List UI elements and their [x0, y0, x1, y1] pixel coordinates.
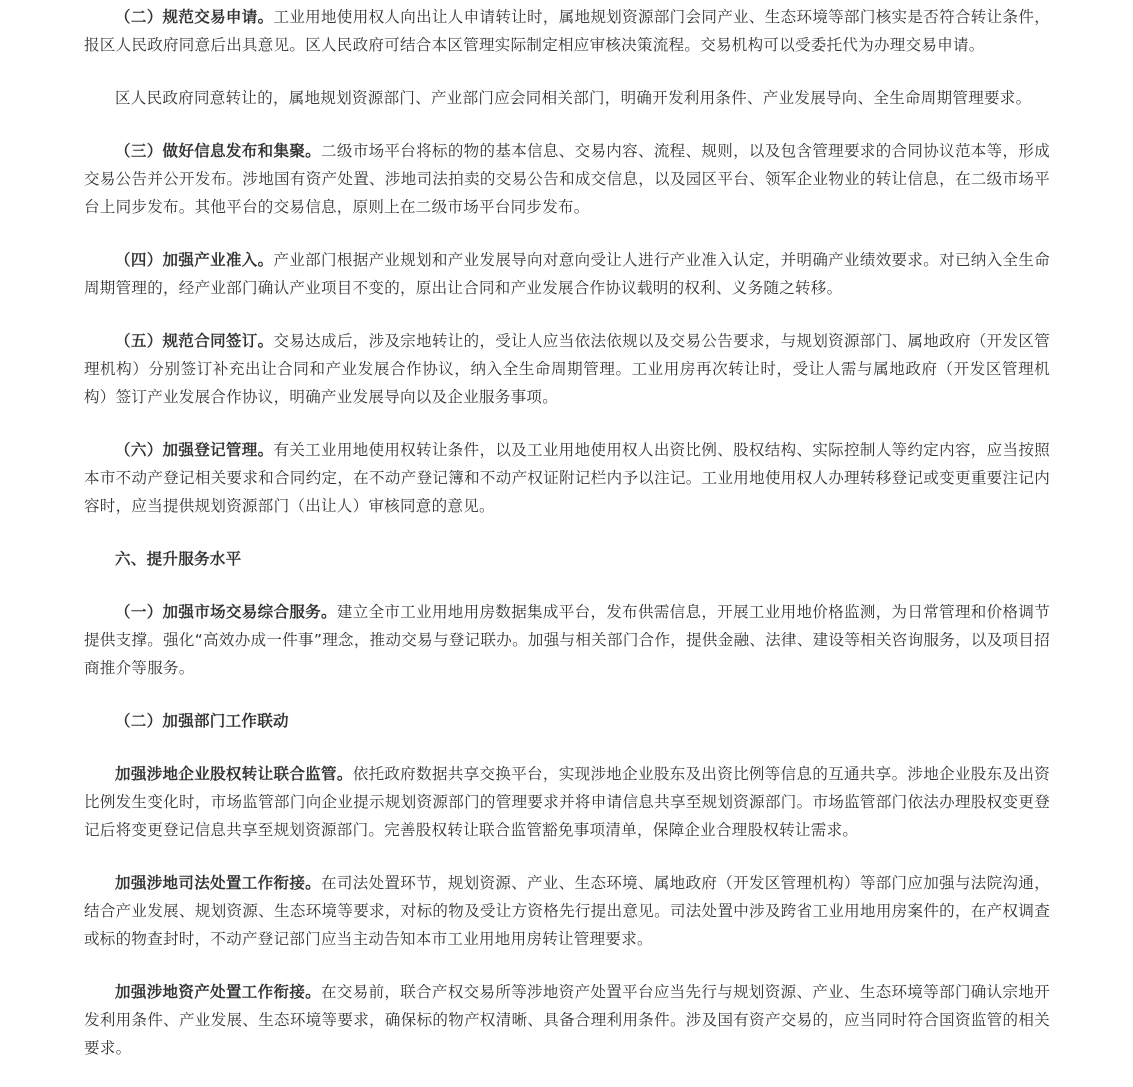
paragraph-equity-supervision — [84, 760, 1050, 844]
paragraph-lead: 加强涉地企业股权转让联合监管。 — [115, 765, 353, 783]
paragraph-2-2 — [84, 3, 1050, 59]
paragraph-text: 依托政府数据共享交换平台，实现涉地企业股东及出资比例等信息的互通共享。涉地企业股东及出资比例发生变化时，市场监管部门向企业提示规划资源部门的管理要求并将申请信息共享至规划资源部门。市场监管部门依法办理股权变更登记后将变更登记信息共享至规划资源部门。完善股权转让联合监管豁免事项清单，保障企业合理股权转让需求。 — [84, 765, 1050, 839]
paragraph-text: 有关工业用地使用权转让条件，以及工业用地使用权人出资比例、股权结构、实际控制人等约定内容，应当按照本市不动产登记相关要求和合同约定，在不动产登记簿和不动产权证附记栏内予以注记。工业用地使用权人办理转移登记或变更重要注记内容时，应当提供规划资源部门（出让人）审核同意的意见。 — [84, 441, 1050, 515]
paragraph-text: 在司法处置环节，规划资源、产业、生态环境、属地政府（开发区管理机构）等部门应加强与法院沟通，结合产业发展、规划资源、生态环境等要求，对标的物及受让方资格先行提出意见。司法处置中涉及跨省工业用地用房案件的，在产权调查或标的物查封时，不动产登记部门应当主动告知本市工业用地用房转让管理要求。 — [84, 874, 1050, 948]
paragraph-lead: （一）加强市场交易综合服务。 — [115, 603, 337, 621]
paragraph-lead: （二）规范交易申请。 — [115, 8, 274, 26]
paragraph-2-6 — [84, 436, 1050, 520]
paragraph-text: 工业用地使用权人向出让人申请转让时，属地规划资源部门会同产业、生态环境等部门核实是否符合转让条件，报区人民政府同意后出具意见。区人民政府可结合本区管理实际制定相应审核决策流程。交易机构可以受委托代为办理交易申请。 — [84, 8, 1050, 54]
paragraph-district-approval — [84, 84, 1050, 112]
paragraph-2-4 — [84, 246, 1050, 302]
paragraph-lead: （六）加强登记管理。 — [115, 441, 274, 459]
paragraph-lead: （三）做好信息发布和集聚。 — [115, 142, 322, 160]
paragraph-lead: 加强涉地资产处置工作衔接。 — [115, 983, 322, 1001]
paragraph-lead: （四）加强产业准入。 — [115, 251, 274, 269]
paragraph-text: 区人民政府同意转让的，属地规划资源部门、产业部门应会同相关部门，明确开发利用条件、产业发展导向、全生命周期管理要求。 — [115, 89, 1032, 107]
paragraph-text: 交易达成后，涉及宗地转让的，受让人应当依法依规以及交易公告要求，与规划资源部门、属地政府（开发区管理机构）分别签订补充出让合同和产业发展合作协议，纳入全生命周期管理。工业用房再次转让时，受让人需与属地政府（开发区管理机构）签订产业发展合作协议，明确产业发展导向以及企业服务事项。 — [84, 332, 1050, 406]
paragraph-text: 二级市场平台将标的物的基本信息、交易内容、流程、规则，以及包含管理要求的合同协议范本等，形成交易公告并公开发布。涉地国有资产处置、涉地司法拍卖的交易公告和成交信息，以及园区平台、领军企业物业的转让信息，在二级市场平台上同步发布。其他平台的交易信息，原则上在二级市场平台同步发布。 — [84, 142, 1050, 216]
article-body — [84, 3, 1050, 1087]
paragraph-2-5 — [84, 327, 1050, 411]
subsection-heading-6-2: （二）加强部门工作联动 — [115, 712, 289, 730]
paragraph-judicial-disposal — [84, 869, 1050, 953]
paragraph-lead: 加强涉地司法处置工作衔接。 — [115, 874, 322, 892]
paragraph-2-3 — [84, 137, 1050, 221]
paragraph-asset-disposal — [84, 978, 1050, 1062]
section-heading-6: 六、提升服务水平 — [115, 550, 242, 568]
paragraph-text: 在交易前，联合产权交易所等涉地资产处置平台应当先行与规划资源、产业、生态环境等部门确认宗地开发利用条件、产业发展、生态环境等要求，确保标的物产权清晰、具备合理利用条件。涉及国有资产交易的，应当同时符合国资监管的相关要求。 — [84, 983, 1050, 1057]
paragraph-text: 产业部门根据产业规划和产业发展导向对意向受让人进行产业准入认定，并明确产业绩效要求。对已纳入全生命周期管理的，经产业部门确认产业项目不变的，原出让合同和产业发展合作协议载明的权利、义务随之转移。 — [84, 251, 1050, 297]
paragraph-6-1 — [84, 598, 1050, 682]
paragraph-text: 建立全市工业用地用房数据集成平台，发布供需信息，开展工业用地价格监测，为日常管理和价格调节提供支撑。强化“高效办成一件事”理念，推动交易与登记联办。加强与相关部门合作，提供金融、法律、建设等相关咨询服务，以及项目招商推介等服务。 — [84, 603, 1050, 677]
paragraph-lead: （五）规范合同签订。 — [115, 332, 274, 350]
